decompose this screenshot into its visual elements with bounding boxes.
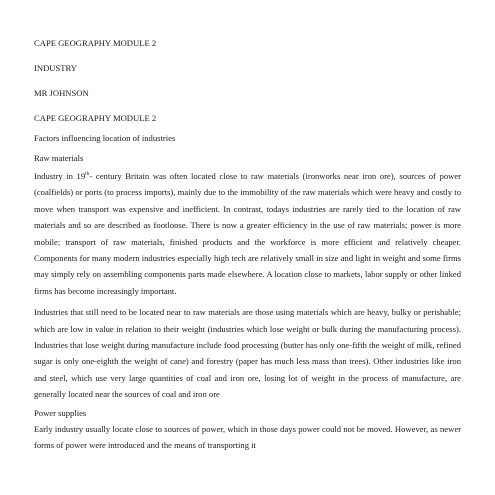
power-supplies-paragraph-1: Early industry usually locate close to sources of power, which in those days power could not be moved. However, as newer forms of power were introduced and the means of transporting it: [34, 423, 461, 451]
raw-materials-paragraph-2: Industries that still need to be located near to raw materials are those using materials which are heavy, bulky or perishable; which are low in value in relation to their weight (industries which lose weight or bulk during the manufacturing process). Industries that lose weight during manufacture include food processing (butter has only one-fifth the weight of milk, refined sugar is only one-eighth the weight of cane) and forestry (paper has much less mass than trees). Other industries like iron and steel, which use very large quantities of coal and iron ore, losing lot of weight in the process of manufacture, are generally located near the sources of coal and iron ore: [34, 307, 461, 400]
para1-body: - century Britain was often located close to raw materials (ironworks near iron ore), sources of power (coalfields) or ports (to process imports), mainly due to the immobility of the raw materials which were heavy and costly to move when transport was expensive and inefficient. In contrast, todays industries are rarely tied to the location of raw materials and so are described as footloose. There is now a greater efficiency in the use of raw materials; power is more mobile; transport of raw materials, finished products and the workforce is more efficient and relatively cheaper. Components for many modern industries especially high tech are relatively small in size and light in weight and some firms may simply rely on assembling components parts made elsewhere. A location close to markets, labor supply or other linked firms has become increasingly important.: [34, 171, 462, 296]
power-supplies-heading: Power supplies: [34, 407, 87, 418]
para1-superscript: th: [85, 171, 90, 178]
teacher-name: MR JOHNSON: [34, 88, 89, 98]
topic-title: INDUSTRY: [34, 63, 77, 73]
raw-materials-heading: Raw materials: [34, 153, 84, 163]
section-title: Factors influencing location of industries: [34, 133, 176, 143]
para1-prefix: Industry in 19: [34, 171, 86, 181]
course-title: CAPE GEOGRAPHY MODULE 2: [34, 38, 157, 48]
course-title-repeat: CAPE GEOGRAPHY MODULE 2: [34, 113, 157, 123]
raw-materials-paragraph-1: [34, 168, 461, 299]
